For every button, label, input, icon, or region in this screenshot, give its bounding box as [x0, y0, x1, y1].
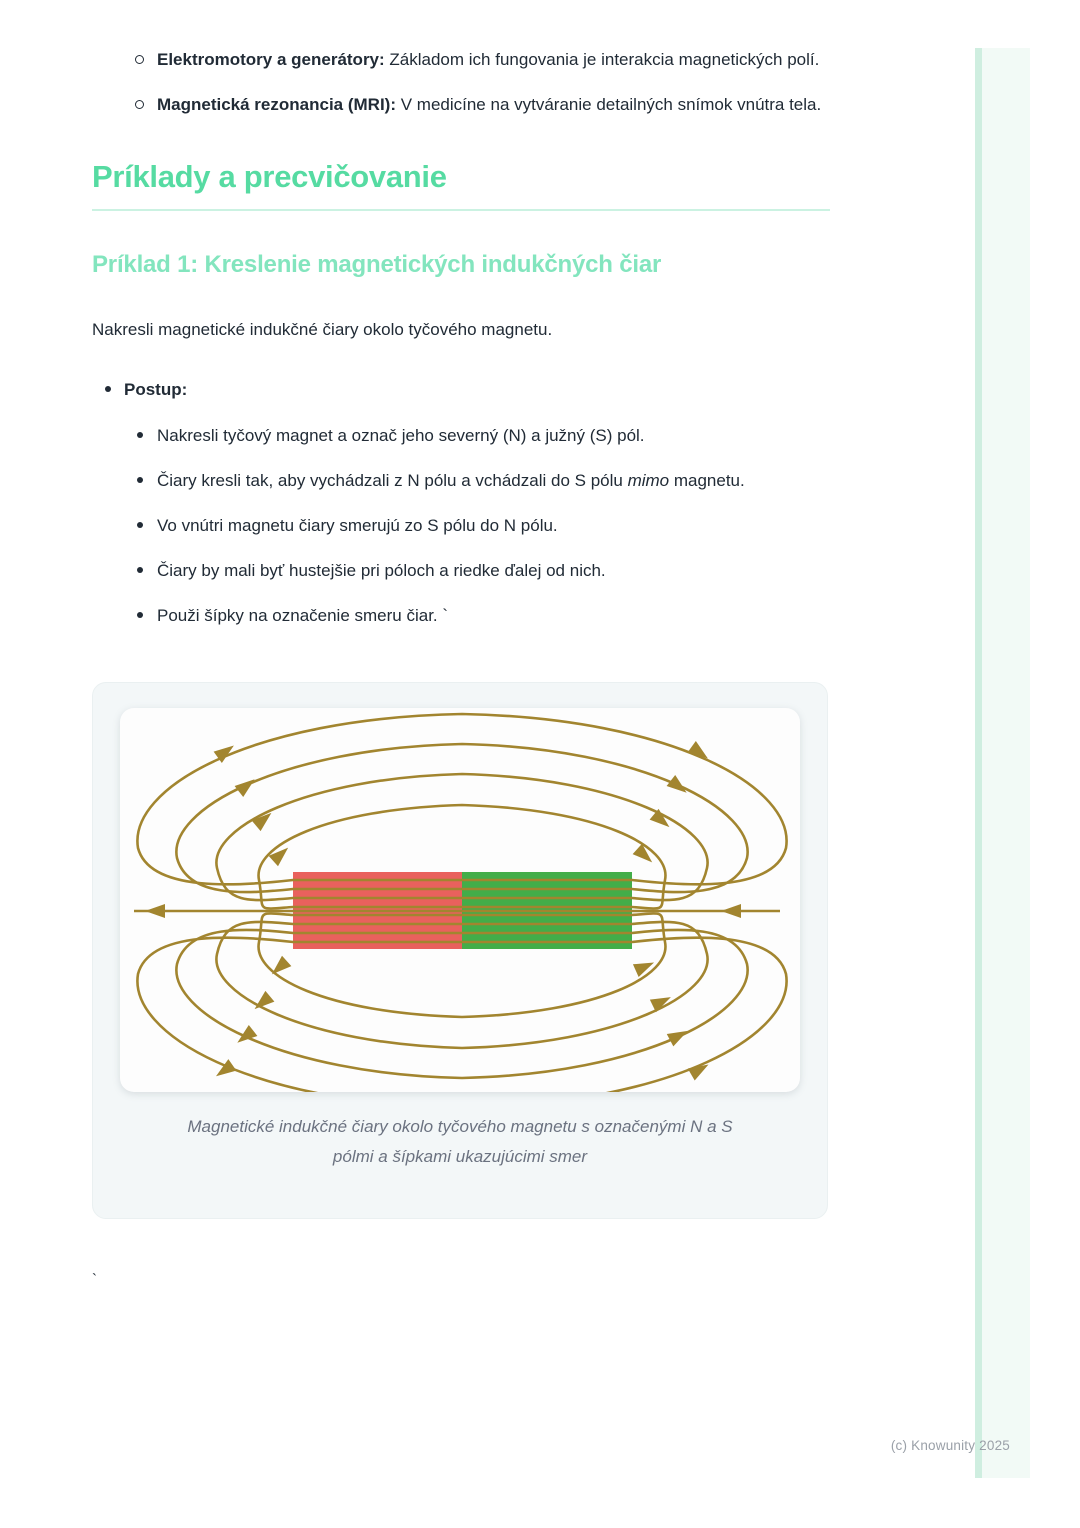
caption-line: pólmi a šípkami ukazujúcimi smer	[332, 1147, 588, 1166]
arrowhead-icon	[235, 774, 259, 797]
step-text-italic: mimo	[627, 471, 670, 490]
step-text: Nakresli tyčový magnet a označ jeho severný (N) a južný (S) pól.	[157, 426, 645, 445]
bullet-lead: Magnetická rezonancia (MRI):	[157, 95, 396, 114]
list-item	[92, 509, 832, 542]
arrowhead-icon	[233, 1025, 257, 1048]
arrowhead-icon	[633, 844, 657, 868]
applications-bullet-list	[92, 44, 832, 121]
list-item	[92, 89, 832, 121]
list-item	[92, 419, 832, 452]
field-line	[137, 714, 786, 884]
right-margin-tint	[982, 48, 1030, 1478]
stray-backtick: `	[92, 1271, 97, 1288]
procedure-label: Postup:	[92, 375, 832, 405]
figure-panel	[120, 708, 800, 1092]
magnet-field-figure	[92, 682, 828, 1219]
right-accent-stripe	[975, 48, 982, 1478]
arrowhead-icon	[145, 904, 165, 918]
arrowhead-icon	[721, 904, 741, 918]
task-description: Nakresli magnetické indukčné čiary okolo tyčového magnetu.	[92, 320, 553, 339]
list-item	[92, 44, 832, 76]
figure-caption	[120, 1112, 800, 1172]
arrowhead-icon	[252, 808, 276, 832]
arrowhead-icon	[650, 809, 674, 833]
step-text: Čiary by mali byť hustejšie pri póloch a riedke ďalej od nich.	[157, 561, 606, 580]
list-item	[92, 554, 832, 587]
bullet-text: Základom ich fungovania je interakcia magnetických polí.	[384, 50, 820, 69]
list-item	[92, 464, 832, 497]
step-text: Použi šípky na označenie smeru čiar. `	[157, 606, 449, 625]
bar-magnet-field-svg	[120, 708, 800, 1092]
section-title: Príklady a precvičovanie	[92, 159, 447, 194]
caption-line: Magnetické indukčné čiary okolo tyčového magnetu s označenými N a S	[187, 1117, 733, 1136]
step-text: Čiary kresli tak, aby vychádzali z N pólu a vchádzali do S pólu	[157, 471, 628, 490]
step-text: magnetu.	[669, 471, 745, 490]
document-page	[92, 44, 832, 1288]
step-text: Vo vnútri magnetu čiary smerujú zo S pólu do N pólu.	[157, 516, 558, 535]
arrowhead-icon	[667, 775, 691, 798]
procedure-block	[92, 375, 832, 632]
bullet-text: V medicíne na vytváranie detailných snímok vnútra tela.	[396, 95, 822, 114]
heading-rule	[92, 209, 830, 211]
example-subtitle: Príklad 1: Kreslenie magnetických indukčných čiar	[92, 251, 662, 278]
procedure-step-list	[92, 419, 832, 632]
copyright-note: (c) Knowunity 2025	[890, 1438, 1010, 1453]
arrowhead-icon	[667, 1025, 691, 1047]
list-item	[92, 599, 832, 632]
bullet-lead: Elektromotory a generátory:	[157, 50, 385, 69]
arrowhead-icon	[633, 956, 657, 977]
